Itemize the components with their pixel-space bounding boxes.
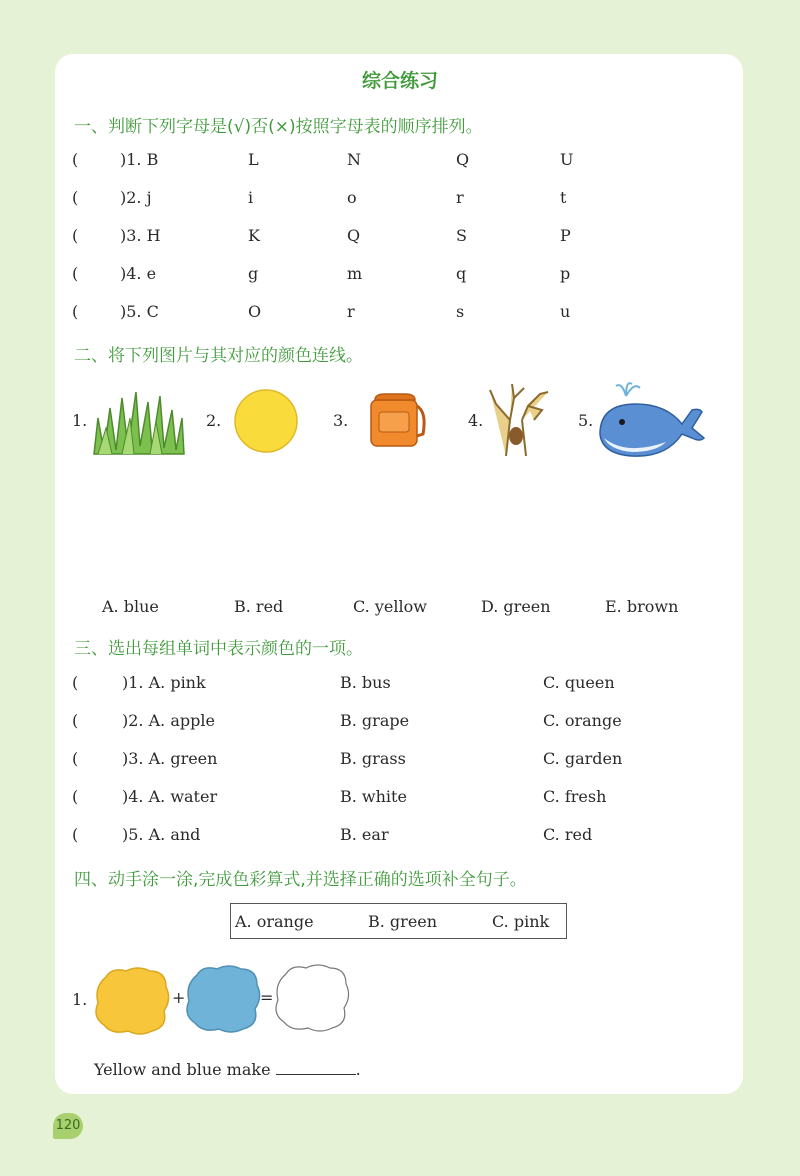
page-title <box>356 66 444 93</box>
options-box <box>230 903 567 939</box>
s1-letter: s <box>456 302 465 321</box>
s1-letter: q <box>456 264 467 283</box>
color-option[interactable]: B. red <box>234 597 284 616</box>
section2-heading: 二、将下列图片与其对应的颜色连线。 <box>74 346 363 366</box>
s1-row-num: )1. B <box>120 150 159 169</box>
picture-num: 3. <box>333 411 349 430</box>
s1-letter: U <box>560 150 574 169</box>
s3-option-b: B. white <box>340 787 407 806</box>
s3-option-a: )4. A. water <box>122 787 218 806</box>
s1-row-4 <box>0 264 800 286</box>
s3-option-b: B. ear <box>340 825 389 844</box>
page-title-text: 综合练习 <box>361 70 438 92</box>
answer-paren[interactable]: ( <box>72 226 79 245</box>
s3-option-c: C. fresh <box>543 787 607 806</box>
s3-option-b: B. grape <box>340 711 410 730</box>
s1-letter: o <box>347 188 357 207</box>
s3-option-c: C. red <box>543 825 593 844</box>
picture-num: 2. <box>206 411 222 430</box>
s3-option-a: )5. A. and <box>122 825 201 844</box>
s1-letter: Q <box>456 150 470 169</box>
s1-letter: g <box>248 264 259 283</box>
title-area <box>0 66 800 93</box>
s3-option-a: )1. A. pink <box>122 673 206 692</box>
s3-option-c: C. garden <box>543 749 623 768</box>
color-option[interactable]: A. blue <box>102 597 159 616</box>
s3-row-3 <box>0 749 800 771</box>
answer-paren[interactable]: ( <box>72 264 79 283</box>
s1-letter: r <box>456 188 464 207</box>
s1-letter: r <box>347 302 355 321</box>
fill-in-sentence <box>94 1060 361 1079</box>
section3-heading: 三、选出每组单词中表示颜色的一项。 <box>74 639 363 659</box>
s3-row-4 <box>0 787 800 809</box>
s1-row-1 <box>0 150 800 172</box>
s1-letter: m <box>347 264 363 283</box>
answer-paren[interactable]: ( <box>72 150 79 169</box>
answer-paren[interactable]: ( <box>72 673 79 692</box>
section4-heading: 四、动手涂一涂,完成色彩算式,并选择正确的选项补全句子。 <box>74 870 527 890</box>
s1-letter: L <box>248 150 259 169</box>
s1-row-num: )5. C <box>120 302 159 321</box>
s1-letter: Q <box>347 226 361 245</box>
s3-row-1 <box>0 673 800 695</box>
s3-option-b: B. bus <box>340 673 391 692</box>
blue-paint-blob <box>183 963 263 1035</box>
answer-paren[interactable]: ( <box>72 825 79 844</box>
color-option[interactable]: D. green <box>481 597 551 616</box>
s1-letter: u <box>560 302 571 321</box>
s3-option-a: )2. A. apple <box>122 711 215 730</box>
tree-trunk-icon <box>484 380 550 458</box>
option-item[interactable]: C. pink <box>492 912 550 931</box>
s1-row-num: )3. H <box>120 226 161 245</box>
s1-letter: i <box>248 188 254 207</box>
s1-letter: t <box>560 188 567 207</box>
answer-paren[interactable]: ( <box>72 787 79 806</box>
color-option[interactable]: C. yellow <box>353 597 427 616</box>
s1-letter: S <box>456 226 467 245</box>
s1-letter: P <box>560 226 571 245</box>
section1-heading: 一、判断下列字母是(√)否(×)按照字母表的顺序排列。 <box>74 117 483 137</box>
answer-paren[interactable]: ( <box>72 711 79 730</box>
s3-option-c: C. queen <box>543 673 615 692</box>
sun-circle-icon <box>233 388 299 454</box>
answer-paren[interactable]: ( <box>72 188 79 207</box>
yellow-paint-blob <box>92 965 172 1037</box>
option-item[interactable]: B. green <box>368 912 438 931</box>
plus-sign: + <box>172 988 186 1007</box>
s1-row-num: )4. e <box>120 264 157 283</box>
page-number: 120 <box>53 1113 83 1139</box>
sentence-text: Yellow and blue make <box>94 1060 271 1079</box>
s3-option-c: C. orange <box>543 711 622 730</box>
s3-option-b: B. grass <box>340 749 406 768</box>
s1-row-3 <box>0 226 800 248</box>
s3-option-a: )3. A. green <box>122 749 218 768</box>
equation-num: 1. <box>72 990 88 1009</box>
grass-icon <box>92 388 186 456</box>
option-item[interactable]: A. orange <box>235 912 314 931</box>
answer-blank[interactable] <box>276 1060 356 1075</box>
picture-num: 5. <box>578 411 594 430</box>
s1-letter: N <box>347 150 361 169</box>
s1-row-2 <box>0 188 800 210</box>
equals-sign: = <box>260 988 274 1007</box>
s3-row-2 <box>0 711 800 733</box>
picture-num: 4. <box>468 411 484 430</box>
answer-paren[interactable]: ( <box>72 302 79 321</box>
empty-paint-blob[interactable] <box>272 962 352 1034</box>
s1-row-num: )2. j <box>120 188 152 207</box>
s1-letter: O <box>248 302 262 321</box>
s1-row-5 <box>0 302 800 324</box>
answer-paren[interactable]: ( <box>72 749 79 768</box>
picture-num: 1. <box>72 411 88 430</box>
sentence-period: . <box>355 1060 361 1079</box>
s1-letter: p <box>560 264 571 283</box>
color-option[interactable]: E. brown <box>605 597 679 616</box>
s3-row-5 <box>0 825 800 847</box>
whale-icon <box>596 378 706 462</box>
s1-letter: K <box>248 226 260 245</box>
schoolbag-icon <box>365 392 429 450</box>
